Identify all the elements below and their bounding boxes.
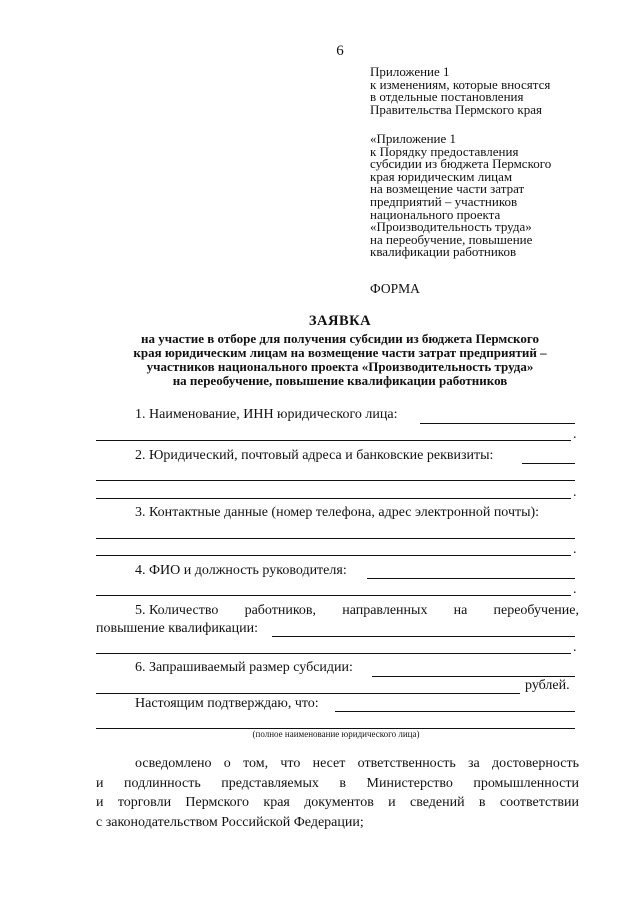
word: документов xyxy=(304,795,374,810)
word: о xyxy=(223,756,231,771)
paragraph-line xyxy=(96,793,579,813)
appendix-block xyxy=(370,133,551,259)
field-2-period: . xyxy=(573,485,577,500)
field-2-input-line[interactable] xyxy=(522,463,575,464)
paragraph-line xyxy=(96,813,579,833)
word: края xyxy=(263,795,290,810)
appendix-line: к Порядку предоставления xyxy=(370,143,519,159)
document-title: ЗАЯВКА xyxy=(308,313,372,329)
word: соответствии xyxy=(499,795,579,810)
word: подлинность xyxy=(123,775,201,791)
word: что xyxy=(280,756,301,771)
word: и xyxy=(96,775,104,791)
word: осведомлено xyxy=(135,756,212,771)
header-line: Приложение 1 xyxy=(370,64,450,79)
header-block xyxy=(370,66,550,116)
header-line: Правительства Пермского края xyxy=(370,101,542,117)
word: за xyxy=(468,756,480,771)
paragraph-line xyxy=(96,774,579,794)
field-6-amount-line[interactable] xyxy=(96,693,520,694)
subtitle-line: на переобучение, повышение квалификации работников xyxy=(172,373,508,388)
confirm-label: Настоящим подтверждаю, что: xyxy=(135,696,319,711)
field-6-input-line[interactable] xyxy=(372,676,575,677)
field-3-input-line[interactable] xyxy=(96,538,575,539)
field-3-label: 3. Контактные данные (номер телефона, адрес электронной почты): xyxy=(135,505,540,520)
appendix-line: предприятий – участников xyxy=(370,193,518,209)
word: достоверность xyxy=(492,756,579,771)
word: и xyxy=(388,795,396,810)
confirm-input-line[interactable] xyxy=(335,711,575,712)
field-5-word: 5. Количество xyxy=(135,603,219,618)
appendix-line: «Производительность труда» xyxy=(370,219,532,235)
field-6-unit: рублей. xyxy=(525,678,570,693)
field-5-continuation-line[interactable] xyxy=(96,653,571,654)
field-4-period: . xyxy=(573,582,577,597)
word: в xyxy=(478,795,486,810)
subtitle-line: на участие в отборе для получения субсидии из бюджета Пермского xyxy=(141,331,539,346)
word: представляемых xyxy=(221,775,319,791)
field-1-continuation-line[interactable] xyxy=(96,440,571,441)
word: торговли xyxy=(117,795,172,810)
field-5-continuation-label: повышение квалификации: xyxy=(96,621,258,636)
field-2-label: 2. Юридический, почтовый адреса и банковские реквизиты: xyxy=(135,448,494,463)
form-label: ФОРМА xyxy=(370,281,420,296)
word: Пермского xyxy=(185,795,250,810)
field-4-continuation-line[interactable] xyxy=(96,595,571,596)
header-line: к изменениям, которые вносятся xyxy=(370,76,551,92)
field-4-input-line[interactable] xyxy=(367,578,575,579)
appendix-line: субсидии из бюджета Пермского xyxy=(370,156,552,172)
field-5-word: на xyxy=(453,603,468,618)
appendix-line: национального проекта xyxy=(370,206,501,222)
word: промышленности xyxy=(473,775,579,791)
field-3-continuation-line[interactable] xyxy=(96,555,571,556)
page-number: 6 xyxy=(336,43,344,59)
final-paragraph xyxy=(96,754,579,832)
subtitle-line: края юридическим лицам на возмещение части затрат предприятий – xyxy=(133,345,547,360)
field-1-input-line[interactable] xyxy=(420,423,575,424)
field-5-word: работников, xyxy=(244,603,317,618)
word: с законодательством Российской Федерации; xyxy=(96,814,364,830)
word: том, xyxy=(243,756,269,771)
paragraph-line xyxy=(96,754,579,774)
field-2-continuation-line[interactable] xyxy=(96,498,571,499)
word: сведений xyxy=(410,795,465,810)
appendix-line: на переобучение, повышение xyxy=(370,231,533,247)
field-2-continuation-line[interactable] xyxy=(96,480,575,481)
appendix-line: на возмещение части затрат xyxy=(370,181,525,197)
word: Министерство xyxy=(366,775,453,791)
word: и xyxy=(96,795,104,810)
field-5-input-line[interactable] xyxy=(272,636,575,637)
field-5-period: . xyxy=(573,640,577,655)
field-5-word: переобучение, xyxy=(493,603,579,618)
document-subtitle xyxy=(100,332,580,388)
field-1-period: . xyxy=(573,427,577,442)
appendix-line: края юридическим лицам xyxy=(370,168,513,184)
field-5-label xyxy=(135,603,579,619)
field-5-word: направленных xyxy=(342,603,428,618)
word: ответственность xyxy=(357,756,456,771)
appendix-line: квалификации работников xyxy=(370,244,517,260)
subtitle-line: участников национального проекта «Производительность труда» xyxy=(146,359,534,374)
field-3-period: . xyxy=(573,542,577,557)
word: несет xyxy=(312,756,346,771)
appendix-line: «Приложение 1 xyxy=(370,131,457,146)
word: в xyxy=(339,775,347,791)
confirm-caption: (полное наименование юридического лица) xyxy=(252,729,420,739)
field-6-label: 6. Запрашиваемый размер субсидии: xyxy=(135,660,353,675)
field-4-label: 4. ФИО и должность руководителя: xyxy=(135,563,347,578)
field-1-label: 1. Наименование, ИНН юридического лица: xyxy=(135,407,398,422)
header-line: в отдельные постановления xyxy=(370,89,524,105)
